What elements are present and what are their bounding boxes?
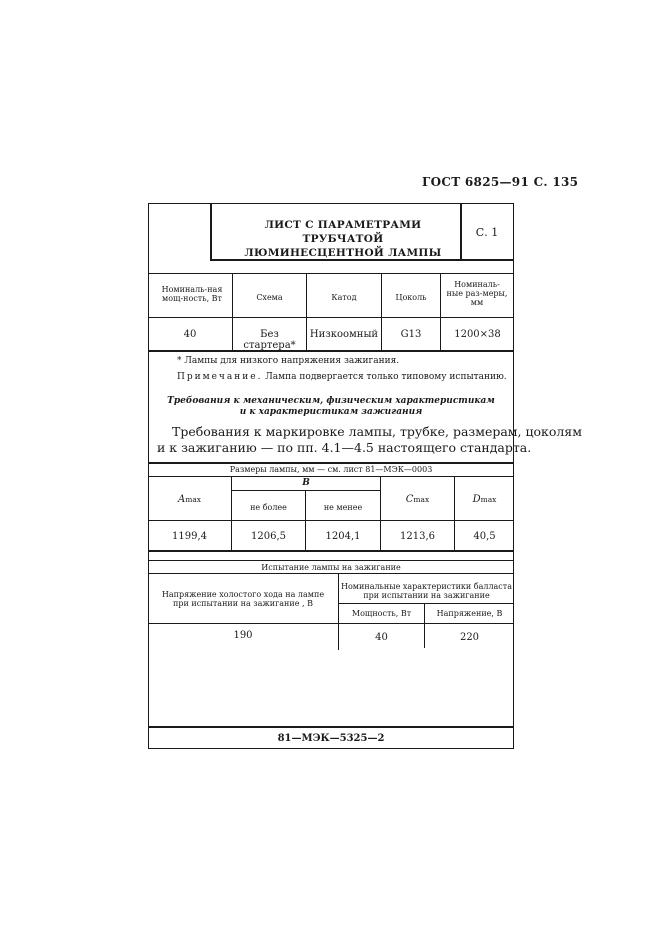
ignition-header-voltage-line1: Напряжение холостого хода на лампе (161, 590, 325, 599)
dims-header-a (148, 494, 231, 505)
requirements-text-line2: и к зажиганию — по пп. 4.1—4.5 настоящего стандарта. (157, 440, 532, 455)
dims-header-rule (148, 520, 514, 521)
params-value-scheme: Без стартера* (243, 329, 296, 351)
params-header-dimensions: Номиналь-ные раз-меры, мм (446, 280, 508, 307)
ignition-header-power: Мощность, Вт (351, 609, 412, 618)
params-value-power: 40 (183, 329, 197, 340)
params-value-cathode: Низкоомный (309, 329, 379, 340)
dims-bottom-rule (148, 550, 514, 552)
dims-b-rule (232, 490, 380, 491)
note-label: Примечание. (177, 372, 263, 382)
ignition-header-voltage (148, 590, 338, 608)
document-reference: ГОСТ 6825—91 С. 135 (422, 175, 579, 189)
sheet-page-number: С. 1 (475, 226, 499, 239)
dims-d-subscript: max (480, 495, 497, 504)
ignition-value-voltage-rating: 220 (459, 632, 480, 643)
dims-value-d: 40,5 (473, 531, 496, 542)
dims-header-c (381, 494, 454, 505)
ignition-value-voltage: 190 (233, 630, 253, 641)
params-value-base: G13 (400, 329, 422, 340)
dims-value-a: 1199,4 (172, 531, 207, 542)
dims-caption-rule (148, 476, 514, 477)
dims-header-b-min: не менее (323, 503, 363, 512)
note (177, 372, 507, 382)
dims-a-subscript: max (185, 495, 202, 504)
sheet-title-line1: ЛИСТ С ПАРАМЕТРАМИ ТРУБЧАТОЙ (264, 219, 422, 245)
footer-code: 81—МЭК—5325—2 (277, 733, 385, 744)
requirements-heading (160, 396, 502, 418)
ignition-top-rule (148, 560, 514, 561)
dims-header-d (455, 494, 514, 505)
note-text: Лампа подвергается только типовому испытанию. (262, 372, 507, 382)
ignition-header-ballast-line2: при испытании на зажигание (363, 591, 490, 600)
ignition-header-voltage-line2: при испытании на зажигание , В (173, 599, 313, 608)
dims-c-label: C (405, 494, 414, 505)
ignition-caption: Испытание лампы на зажигание (261, 563, 401, 572)
dims-a-label: A (177, 494, 186, 505)
dims-value-c: 1213,6 (400, 531, 435, 542)
title-divider-left (210, 203, 212, 260)
params-bottom-rule (148, 350, 514, 352)
ignition-caption-rule (148, 573, 514, 574)
params-top-rule (148, 273, 514, 274)
footnote: * Лампы для низкого напряжения зажигания. (177, 356, 400, 366)
params-header-cathode: Катод (331, 293, 357, 302)
dims-value-b-max: 1206,5 (251, 531, 286, 542)
params-header-power: Номиналь-ная мощ-ность, Вт (161, 285, 223, 303)
sheet-title-line2: ЛЮМИНЕСЦЕНТНОЙ ЛАМПЫ (244, 247, 442, 259)
sheet-title (232, 218, 454, 260)
requirements-text-line1: Требования к маркировке лампы, трубке, размерам, цоколям (172, 424, 582, 439)
dims-value-b-min: 1204,1 (325, 531, 361, 542)
ignition-value-power: 40 (375, 632, 388, 643)
dims-caption: Размеры лампы, мм — см. лист 81—МЭК—0003 (229, 465, 433, 474)
dims-header-b: B (302, 478, 310, 488)
ignition-header-voltage-rating: Напряжение, В (436, 609, 503, 618)
params-header-rule (148, 317, 514, 318)
dims-d-label: D (472, 494, 481, 505)
footer-rule (148, 726, 514, 728)
dims-top-rule (148, 462, 514, 464)
requirements-heading-line2: и к характеристикам зажигания (239, 407, 423, 417)
params-header-base: Цоколь (395, 293, 427, 302)
ignition-header-rule (148, 623, 514, 624)
ignition-ballast-rule (339, 603, 514, 604)
ignition-header-ballast-line1: Номинальные характеристики балласта (341, 582, 512, 591)
params-header-scheme: Схема (256, 293, 283, 302)
requirements-text (157, 424, 582, 456)
dims-header-b-max: не более (250, 503, 287, 512)
dims-c-subscript: max (413, 495, 430, 504)
requirements-heading-line1: Требования к механическим, физическим характеристикам (167, 396, 495, 406)
ignition-header-ballast (339, 582, 514, 600)
params-value-dimensions: 1200×38 (454, 329, 501, 340)
